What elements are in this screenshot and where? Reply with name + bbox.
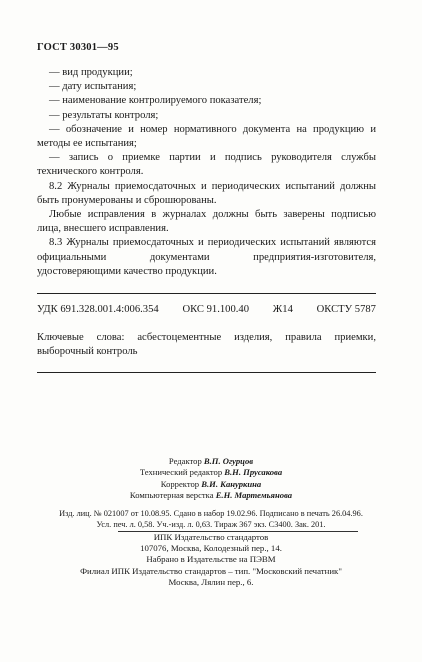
publisher-line: ИПК Издательство стандартов (153, 532, 269, 542)
credit-name: В.Н. Прусакова (224, 467, 283, 478)
keywords: Ключевые слова: асбестоцементные изделия, правила приемки, выборочный контроль (37, 332, 376, 358)
paragraph-8-2: 8.2 Журналы приемосдаточных и периодических испытаний должны быть пронумерованы и сброшюрованы. (37, 180, 376, 206)
udk-code: УДК 691.328.001.4:006.354 (37, 304, 159, 315)
credit-role: Технический редактор (139, 467, 223, 478)
publisher-line: Филиал ИПК Издательство стандартов – тип. "Московский печатник" (80, 565, 342, 576)
paragraph-8-3: 8.3 Журналы приемосдаточных и периодических испытаний являются официальными документами предприятия-изготовителя, удостоверяющими качество продукции. (37, 237, 376, 277)
publisher-line: Набрано в Издательстве на ПЭВМ (146, 554, 276, 565)
classification-line (37, 304, 376, 315)
list-item: — наименование контролируемого показателя; (49, 95, 262, 107)
credit-role: Редактор (168, 456, 202, 466)
imprint-line: Изд. лиц. № 021007 от 10.08.95. Сдано в набор 19.02.96. Подписано в печать 26.04.96. (59, 509, 363, 518)
credits-block (0, 456, 422, 502)
publisher-line: 107076, Москва, Колодезный пер., 14. (140, 543, 282, 554)
okstu-code: ОКСТУ 5787 (316, 304, 376, 315)
list-item: — вид продукции; (49, 67, 133, 78)
imprint-line: Усл. печ. л. 0,58. Уч.-изд. л. 0,63. Тираж 367 экз. С3400. Зак. 201. (96, 519, 326, 529)
list-item: — обозначение и номер нормативного документа на продукцию и методы ее испытания; (37, 123, 376, 150)
record-contents-list (37, 66, 376, 279)
publisher-block (0, 532, 422, 588)
credit-line (0, 456, 422, 467)
credit-line (0, 479, 422, 490)
oks-code: ОКС 91.100.40 (182, 304, 249, 315)
group-code: Ж14 (272, 304, 293, 315)
imprint-block (0, 509, 422, 531)
divider (37, 372, 376, 373)
credit-line (0, 490, 422, 501)
credit-name: В.И. Кануркина (201, 478, 262, 489)
standard-code-header: ГОСТ 30301—95 (37, 42, 119, 53)
credit-name: Е.Н. Мартемьянова (215, 490, 293, 501)
list-item: — запись о приемке партии и подпись руководителя службы технического контроля. (37, 152, 376, 178)
credit-name: В.П. Огурцов (203, 456, 254, 466)
credit-line (0, 467, 422, 478)
divider (37, 293, 376, 294)
list-item: — результаты контроля; (49, 109, 159, 121)
list-item: — дату испытания; (49, 81, 137, 93)
credit-role: Компьютерная верстка (129, 490, 214, 501)
publisher-line: Москва, Лялин пер., 6. (168, 576, 254, 587)
paragraph-corrections: Любые исправления в журналах должны быть заверены подписью лица, внесшего исправления. (37, 209, 376, 235)
credit-role: Корректор (160, 478, 200, 489)
